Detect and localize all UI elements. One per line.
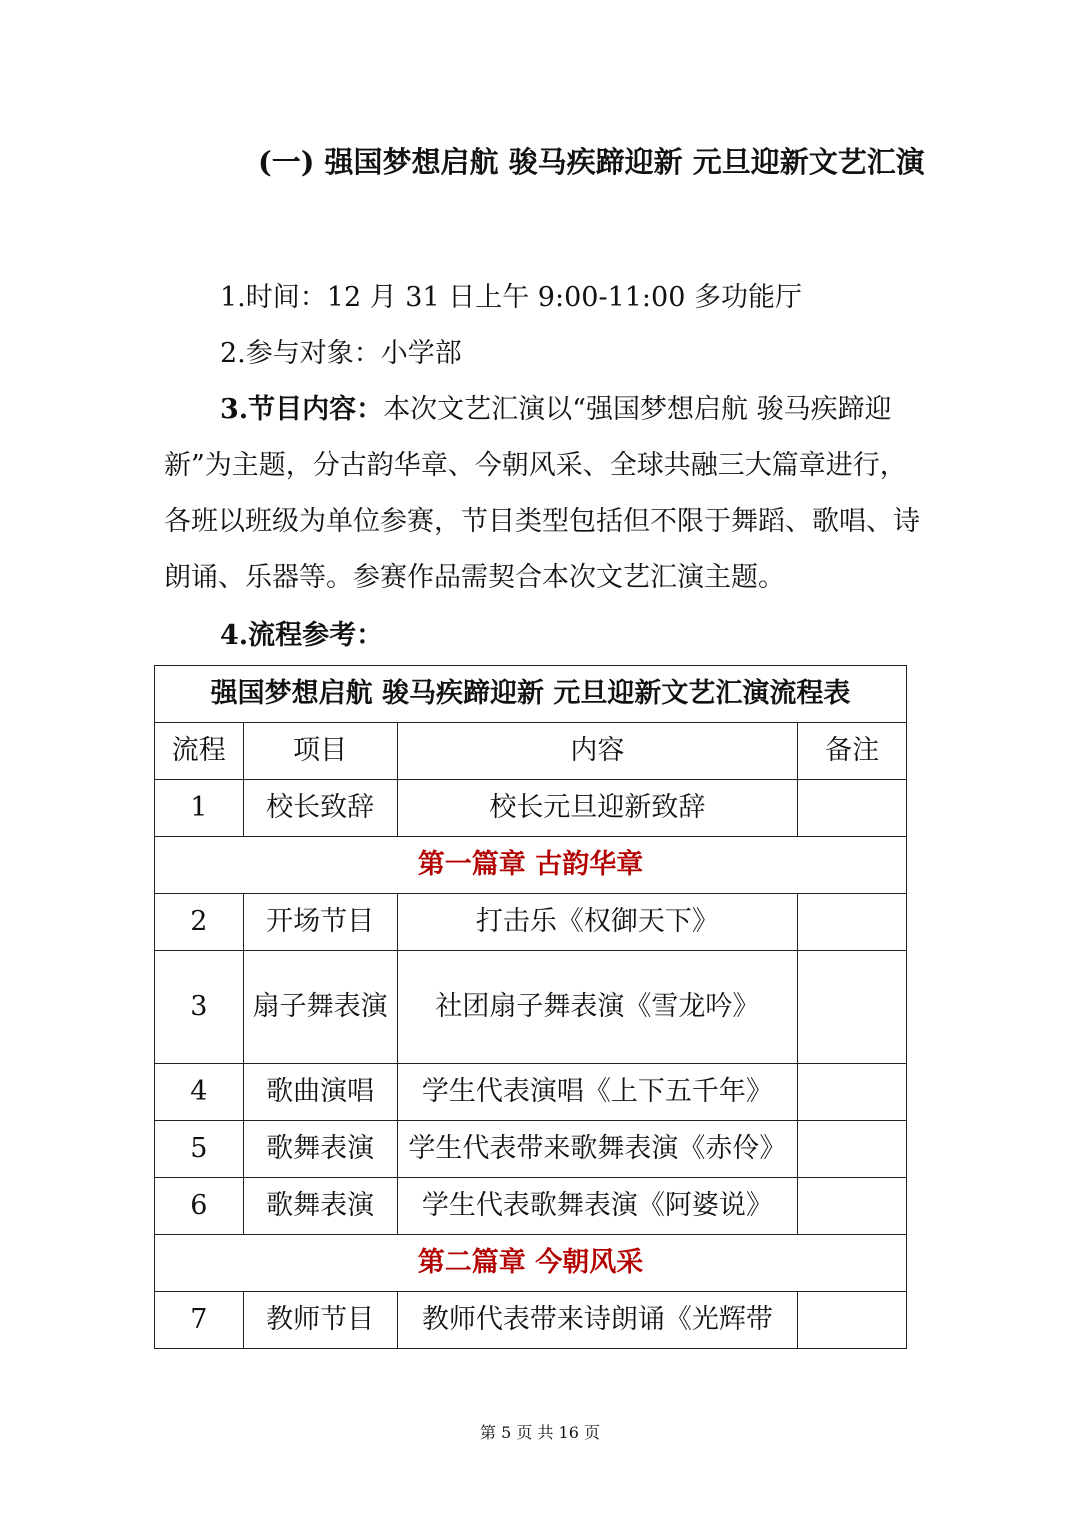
row-content: 教师代表带来诗朗诵《光辉带 <box>397 1292 798 1349</box>
row-content: 学生代表歌舞表演《阿婆说》 <box>397 1178 798 1235</box>
header-item: 项目 <box>243 723 397 780</box>
participants-label: 2.参与对象： <box>220 338 381 369</box>
table-row <box>155 894 907 951</box>
row-content: 社团扇子舞表演《雪龙吟》 <box>397 951 798 1064</box>
chapter-row <box>155 1235 907 1292</box>
row-item: 歌舞表演 <box>243 1121 397 1178</box>
flow-reference-paragraph <box>164 608 924 664</box>
table-row <box>155 780 907 837</box>
row-content: 学生代表带来歌舞表演《赤伶》 <box>397 1121 798 1178</box>
row-item: 歌曲演唱 <box>243 1064 397 1121</box>
page-number-footer: 第 5 页 共 16 页 <box>480 1423 600 1442</box>
row-num: 5 <box>155 1121 244 1178</box>
row-num: 3 <box>155 951 244 1064</box>
program-flow-table <box>154 665 907 1349</box>
table-row <box>155 1178 907 1235</box>
program-content-label: 3.节目内容： <box>220 394 384 425</box>
table-row <box>155 1064 907 1121</box>
row-item: 歌舞表演 <box>243 1178 397 1235</box>
row-note <box>798 1064 907 1121</box>
table-row <box>155 1292 907 1349</box>
table-header-row <box>155 723 907 780</box>
row-content: 校长元旦迎新致辞 <box>397 780 798 837</box>
row-note <box>798 1178 907 1235</box>
time-value: 12 月 31 日上午 9:00-11:00 多功能厅 <box>326 282 802 313</box>
table-row <box>155 1121 907 1178</box>
chapter-title: 第一篇章 古韵华章 <box>155 837 907 894</box>
chapter-row <box>155 837 907 894</box>
row-content: 打击乐《权御天下》 <box>397 894 798 951</box>
header-note: 备注 <box>798 723 907 780</box>
row-num: 1 <box>155 780 244 837</box>
program-content-paragraph <box>164 382 924 606</box>
participants-paragraph <box>164 326 924 382</box>
table-title-row <box>155 666 907 723</box>
header-flow: 流程 <box>155 723 244 780</box>
row-num: 7 <box>155 1292 244 1349</box>
row-item: 开场节目 <box>243 894 397 951</box>
participants-value: 小学部 <box>380 338 462 369</box>
row-num: 6 <box>155 1178 244 1235</box>
header-content: 内容 <box>397 723 798 780</box>
row-note <box>798 894 907 951</box>
section-heading: (一) 强国梦想启航 骏马疾蹄迎新 元旦迎新文艺汇演 <box>258 145 925 179</box>
row-note <box>798 1292 907 1349</box>
row-num: 2 <box>155 894 244 951</box>
row-item: 教师节目 <box>243 1292 397 1349</box>
table-row <box>155 951 907 1064</box>
row-note <box>798 951 907 1064</box>
time-label: 1.时间： <box>220 282 327 313</box>
row-content: 学生代表演唱《上下五千年》 <box>397 1064 798 1121</box>
row-note <box>798 1121 907 1178</box>
chapter-title: 第二篇章 今朝风采 <box>155 1235 907 1292</box>
row-note <box>798 780 907 837</box>
row-num: 4 <box>155 1064 244 1121</box>
flow-reference-label: 4.流程参考： <box>220 620 384 651</box>
table-title: 强国梦想启航 骏马疾蹄迎新 元旦迎新文艺汇演流程表 <box>155 666 907 723</box>
program-content-value: 本次文艺汇演以“强国梦想启航 骏马疾蹄迎新”为主题，分古韵华章、今朝风采、全球共融三大篇章进行，各班以班级为单位参赛，节目类型包括但不限于舞蹈、歌唱、诗朗诵、乐器等。参赛作品需契合本次文艺汇演主题。 <box>164 394 920 593</box>
row-item: 扇子舞表演 <box>243 951 397 1064</box>
row-item: 校长致辞 <box>243 780 397 837</box>
time-paragraph <box>164 270 924 326</box>
